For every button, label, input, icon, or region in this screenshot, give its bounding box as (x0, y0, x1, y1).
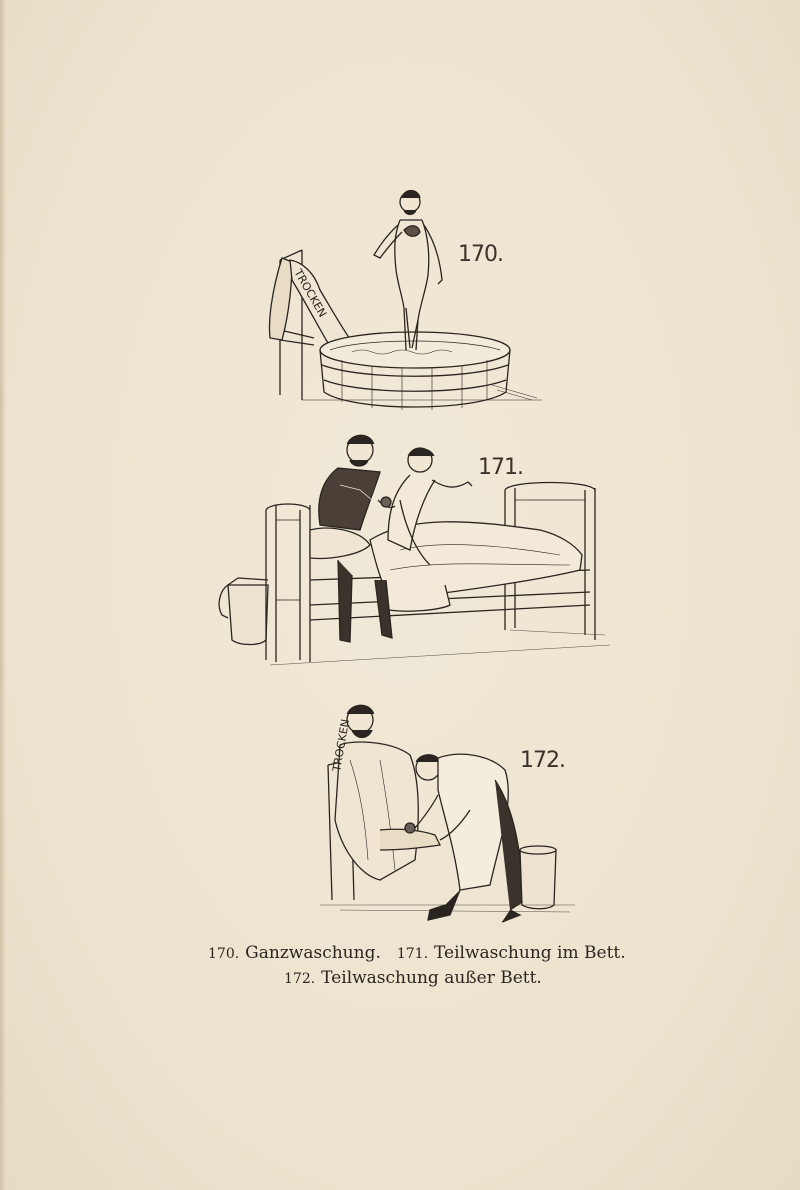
caption-title-170: Ganzwaschung. (245, 943, 381, 963)
caption-number-170: 170. (208, 946, 240, 962)
caption-line-2 (284, 968, 542, 988)
towel-label-170: TROCKEN (291, 267, 330, 320)
caption-title-171: Teilwaschung im Bett. (434, 943, 626, 963)
caption-number-172: 172. (284, 971, 316, 987)
figure-number-172: 172. (520, 748, 565, 773)
figure-170-illustration (262, 180, 542, 415)
figure-171-illustration (210, 430, 620, 680)
towel-label-172: TROCKEN (330, 717, 353, 773)
figure-number-171: 171. (478, 455, 523, 480)
page-edge-shadow (0, 0, 6, 1190)
caption-line-1 (208, 943, 626, 963)
caption-number-171: 171. (396, 946, 429, 962)
figure-172-illustration (320, 700, 580, 930)
caption-title-172: Teilwaschung außer Bett. (321, 968, 542, 988)
figure-number-170: 170. (458, 242, 503, 267)
